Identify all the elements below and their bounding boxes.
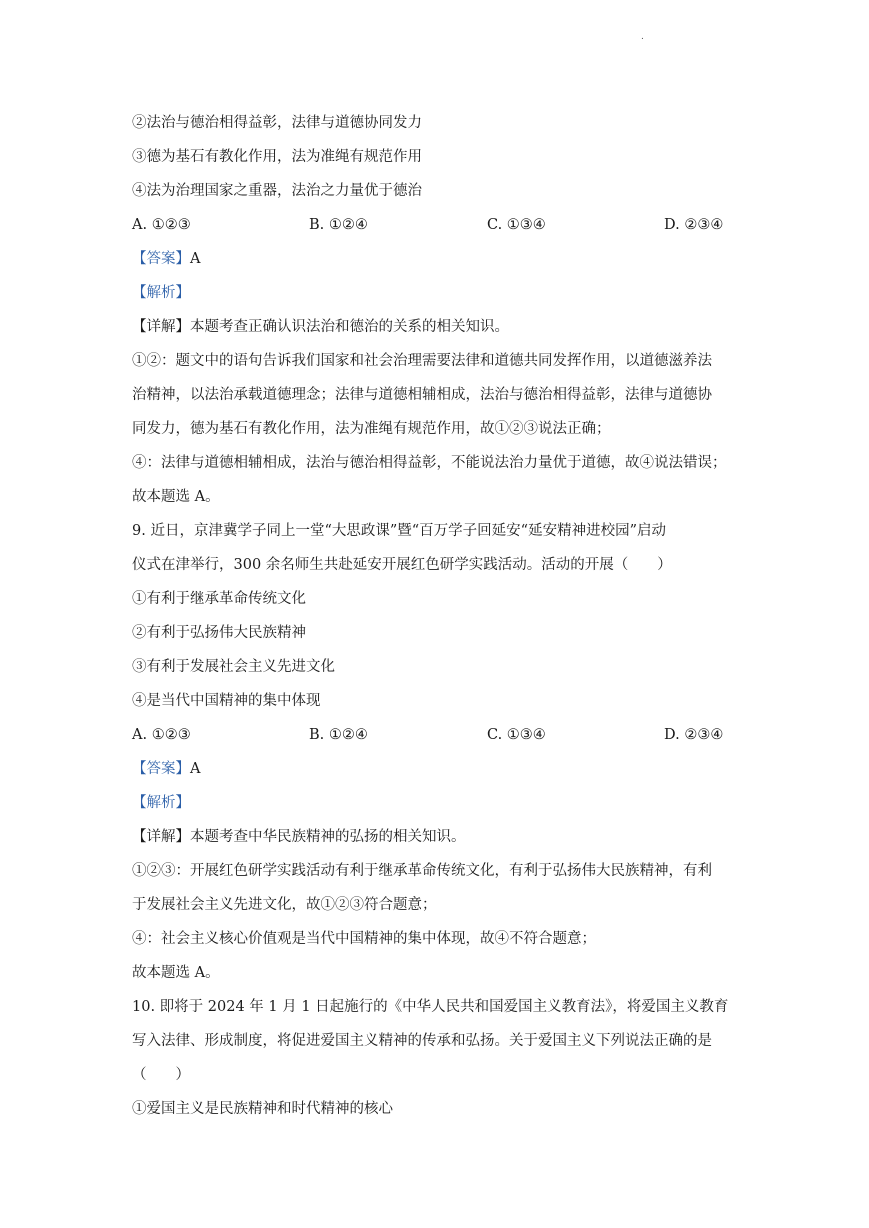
q9-exp2: ④：社会主义核心价值观是当代中国精神的集中体现，故④不符合题意； — [132, 931, 596, 947]
q10-stem-line: （ ） — [132, 1067, 190, 1083]
q8-answer — [132, 242, 740, 276]
q9-stem-line: 仪式在津举行，300 余名师生共赴延安开展红色研学实践活动。活动的开展（ ） — [132, 557, 672, 573]
answer-tag: 【答案】 — [132, 761, 190, 777]
q8-detail — [132, 310, 740, 344]
q8-exp1-line: ①②：题文中的语句告诉我们国家和社会治理需要法律和道德共同发挥作用，以道德滋养法 — [132, 353, 712, 369]
q9-choice-c: C. ①③④ — [487, 727, 546, 743]
answer-value: A — [190, 761, 201, 777]
q9-choices — [132, 718, 740, 752]
q10-option-1: ①爱国主义是民族精神和时代精神的核心 — [132, 1101, 393, 1117]
q8-exp2: ④：法律与道德相辅相成，法治与德治相得益彰，不能说法治力量优于道德，故④说法错误； — [132, 455, 727, 471]
detail-text: 本题考查正确认识法治和德治的关系的相关知识。 — [190, 319, 509, 335]
q9-exp1-line: 于发展社会主义先进文化，故①②③符合题意； — [132, 897, 437, 913]
answer-tag: 【答案】 — [132, 251, 190, 267]
q8-choice-c: C. ①③④ — [487, 217, 546, 233]
detail-tag: 【详解】 — [132, 319, 190, 335]
q8-choice-a: A. ①②③ — [132, 217, 191, 233]
q9-option-2: ②有利于弘扬伟大民族精神 — [132, 625, 306, 641]
q9-choice-a: A. ①②③ — [132, 727, 191, 743]
q8-exp1-line: 同发力，德为基石有教化作用，法为准绳有规范作用，故①②③说法正确； — [132, 421, 611, 437]
q9-exp1-line: ①②③：开展红色研学实践活动有利于继承革命传统文化，有利于弘扬伟大民族精神，有利 — [132, 863, 712, 879]
detail-tag: 【详解】 — [132, 829, 190, 845]
q8-exp1-line: 治精神，以法治承载道德理念；法律与道德相辅相成，法治与德治相得益彰，法律与道德协 — [132, 387, 712, 403]
q8-analysis — [132, 276, 740, 310]
q9-analysis — [132, 786, 740, 820]
q9-stem-line: 9. 近日，京津冀学子同上一堂“大思政课”暨“百万学子回延安“延安精神进校园”启动 — [132, 523, 667, 539]
analysis-tag: 【解析】 — [132, 285, 190, 301]
document-body — [132, 106, 740, 1126]
q9-answer — [132, 752, 740, 786]
q9-detail — [132, 820, 740, 854]
header-dot: . — [641, 32, 644, 42]
q10-stem-line: 10. 即将于 2024 年 1 月 1 日起施行的《中华人民共和国爱国主义教育法》，将爱国主义教育 — [132, 999, 729, 1015]
q8-option-3: ③德为基石有教化作用，法为准绳有规范作用 — [132, 149, 422, 165]
analysis-tag: 【解析】 — [132, 795, 190, 811]
q9-conclusion: 故本题选 A。 — [132, 965, 220, 981]
q8-option-2: ②法治与德治相得益彰，法律与道德协同发力 — [132, 115, 422, 131]
q9-option-1: ①有利于继承革命传统文化 — [132, 591, 306, 607]
q9-choice-b: B. ①②④ — [309, 727, 368, 743]
q8-choice-b: B. ①②④ — [309, 217, 368, 233]
detail-text: 本题考查中华民族精神的弘扬的相关知识。 — [190, 829, 466, 845]
q8-conclusion: 故本题选 A。 — [132, 489, 220, 505]
q9-option-4: ④是当代中国精神的集中体现 — [132, 693, 321, 709]
q8-option-4: ④法为治理国家之重器，法治之力量优于德治 — [132, 183, 422, 199]
q8-choice-d: D. ②③④ — [664, 217, 724, 233]
answer-value: A — [190, 251, 201, 267]
q10-stem-line: 写入法律、形成制度，将促进爱国主义精神的传承和弘扬。关于爱国主义下列说法正确的是 — [132, 1033, 712, 1049]
q8-choices — [132, 208, 740, 242]
q9-choice-d: D. ②③④ — [664, 727, 724, 743]
q9-option-3: ③有利于发展社会主义先进文化 — [132, 659, 335, 675]
